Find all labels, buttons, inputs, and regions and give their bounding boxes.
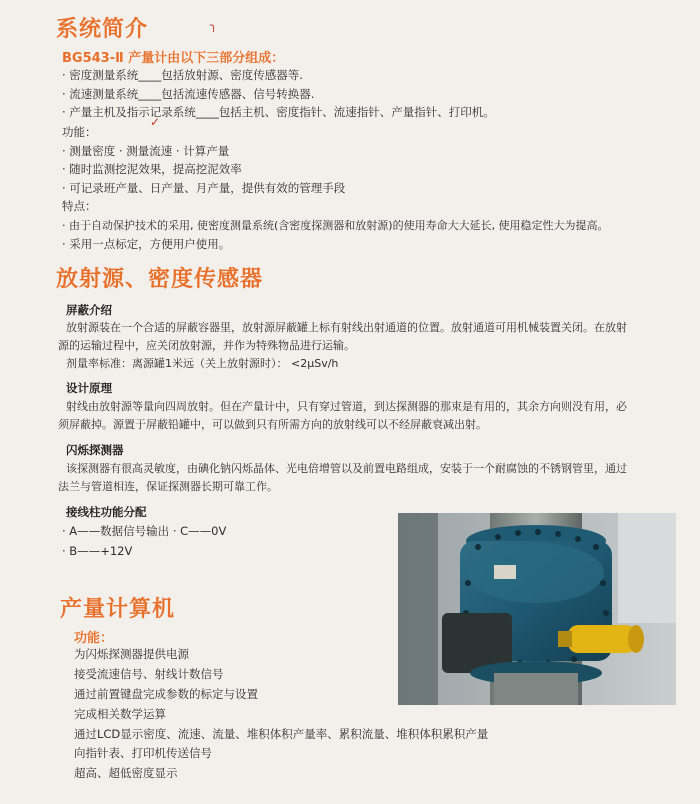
computer-function-line: 为闪烁探测器提供电源 xyxy=(74,647,189,661)
features-label: 特点： xyxy=(62,199,97,213)
wiring-line: · B——+12V xyxy=(62,544,133,558)
computer-function-line: 超高、超低密度显示 xyxy=(74,766,178,780)
computer-function-line: 通过前置键盘完成参数的标定与设置 xyxy=(74,687,258,701)
function-line: · 随时监测挖泥效果，提高挖泥效率 xyxy=(62,162,242,176)
shield-heading: 屏蔽介绍 xyxy=(66,303,112,317)
shield-text-line: 源的运输过程中，应关闭放射源，并作为特殊物品进行运输。 xyxy=(58,339,355,352)
computer-function-line: 向指针表、打印机传送信号 xyxy=(74,746,212,760)
computer-functions-label: 功能： xyxy=(74,631,114,646)
design-text-line: 须屏蔽掉。源置于屏蔽铅罐中，可以做到只有所需方向的放射线可以不经屏蔽衰减出射。 xyxy=(58,418,487,431)
density-sensor-photo xyxy=(398,513,676,705)
feature-line: · 由于自动保护技术的采用, 使密度测量系统(含密度探测器和放射源)的使用寿命大大延长, 使用稳定性大为提高。 xyxy=(62,219,609,232)
scintillation-text-line: 该探测器有很高灵敏度，由碘化钠闪烁晶体、光电倍增管以及前置电路组成，安装于一个耐腐蚀的不锈钢管里，通过 xyxy=(66,462,627,475)
component-line: · 产量主机及指示记录系统____包括主机、密度指针、流速指针、产量指针、打印机。 xyxy=(62,105,495,119)
system-composition-subtitle: BG543-Ⅱ 产量计由以下三部分组成： xyxy=(62,51,285,66)
feature-line: · 采用一点标定，方便用户使用。 xyxy=(62,237,231,251)
component-line: · 流速测量系统____包括流速传感器、信号转换器. xyxy=(62,87,315,101)
function-line: · 测量密度 · 测量流速 · 计算产量 xyxy=(62,144,230,158)
functions-label: 功能： xyxy=(62,125,97,139)
density-sensor-illustration xyxy=(398,513,676,705)
scintillation-heading: 闪烁探测器 xyxy=(66,443,124,457)
computer-function-line: 完成相关数学运算 xyxy=(74,707,166,721)
section-title-system-intro: 系统简介 xyxy=(56,17,149,42)
design-heading: 设计原理 xyxy=(66,381,112,395)
design-text-line: 射线由放射源等量向四周放射。但在产量计中，只有穿过管道，到达探测器的那束是有用的，其余方向则没有用，必 xyxy=(66,400,627,413)
shield-text-line: 放射源装在一个合适的屏蔽容器里，放射源屏蔽罐上标有射线出射通道的位置。放射通道可用机械装置关闭。在放射 xyxy=(66,321,627,334)
section-title-radiation-source: 放射源、密度传感器 xyxy=(56,267,264,292)
function-line: · 可记录班产量、日产量、月产量，提供有效的管理手段 xyxy=(62,181,346,195)
dose-rate-line: 剂量率标准：离源罐1米远（关上放射源时）： <2μSv/h xyxy=(66,357,339,370)
wiring-line: · A——数据信号输出 · C——0V xyxy=(62,524,227,538)
component-line: · 密度测量系统____包括放射源、密度传感器等. xyxy=(62,68,303,82)
ink-mark: ╮ xyxy=(210,18,218,32)
scintillation-text-line: 法兰与管道相连，保证探测器长期可靠工作。 xyxy=(58,480,278,493)
computer-function-line: 接受流速信号、射线计数信号 xyxy=(74,667,224,681)
wiring-heading: 接线柱功能分配 xyxy=(66,505,147,519)
ink-mark: ✓ xyxy=(150,115,161,129)
computer-function-line: 通过LCD显示密度、流速、流量、堆积体积产量率、累积流量、堆积体积累积产量 xyxy=(74,727,489,741)
section-title-production-computer: 产量计算机 xyxy=(60,597,176,622)
